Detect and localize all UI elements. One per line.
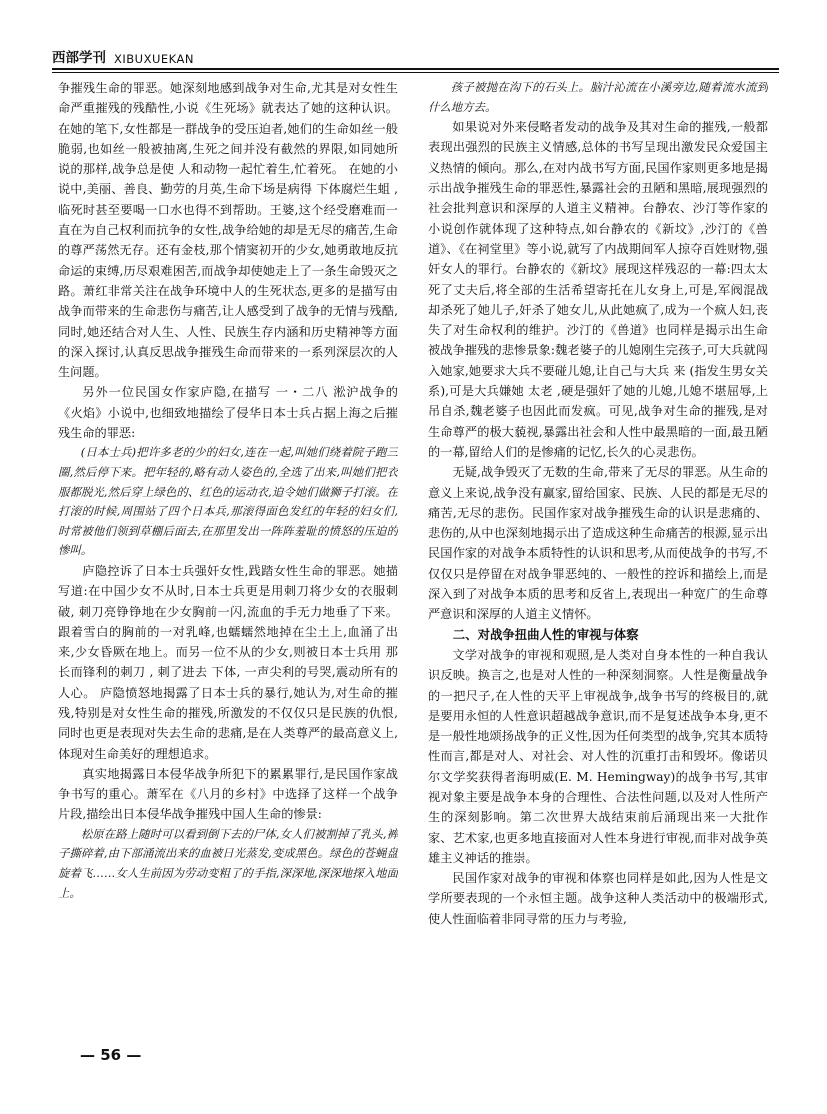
header-rule-thin [52, 72, 779, 73]
block-quote: 松原在路上随时可以看到倒下去的尸体,女人们被割掉了乳头,裤子撕碎着,由下部涌流出来的血被日光蒸发,变成黑色。绿色的苍蝇盘旋着飞……女人生前因为劳动变粗了的手指,深深地,深深地探入地面上。 [58, 826, 398, 900]
block-quote: (日本士兵)把许多老的少的妇女,连在一起,叫她们绕着院子跑三圈,然后停下来。把年轻的,略有动人姿色的,全选了出来,叫她们把衣服都脱光,然后穿上绿色的、红色的运动衣,迫令她们做狮子打滚。在打滚的时候,周围站了四个日本兵,那滚得面色发红的年轻的妇女们,时常被他们领到草棚后面去,在那里发出一阵阵羞耻的愤怒的压迫的惨叫。 [58, 445, 398, 558]
block-quote-continued: 孩子被抛在沟下的石头上。脑汁沁流在小溪旁边,随着流水流到什么地方去。 [428, 80, 768, 114]
header-rule-thick [52, 68, 779, 70]
journal-title: 西部学刊 [52, 50, 106, 66]
running-header [52, 44, 779, 66]
paragraph: 庐隐控诉了日本士兵强奸女性,践踏女性生命的罪恶。她描写道:在中国少女不从时,日本士兵更是用刺刀将少女的衣服刺破, 刺刀亮铮铮地在少女胸前一闪,流血的手无力地垂了下来。跟着雪白的胸前的一对乳峰,也蠕蠕然地掉在尘土上,血涌了出来,少女昏厥在地上。而另一位不从的少女,则被日本士兵用 那长而锋利的刺刀 , 刺了进去 下体, 一声尖利的号哭,震动所有的人心。 庐隐愤怒地揭露了日本士兵的暴行,她认为,对生命的摧残,特别是对女性生命的摧残,所激发的不仅仅只是民族的仇恨,同时也更是表现对失去生命的悲痛,是在人类尊严的最高意义上,体现对生命美好的理想追求。 [58, 563, 398, 761]
paragraph: 无疑,战争毁灭了无数的生命,带来了无尽的罪恶。从生命的意义上来说,战争没有赢家,留给国家、民族、人民的都是无尽的痛苦,无尽的悲伤。民国作家对战争摧残生命的认识是悲痛的、悲伤的,从中也深刻地揭示出了造成这种生命痛苦的根源,显示出民国作家的对战争本质特性的认识和思考,从而使战争的书写,不仅仅只是停留在对战争罪恶纯的、一般性的控诉和描绘上,而是深入到了对战争本质的思考和反省上,表现出一种宽广的生命尊严意识和深厚的人道主义情怀。 [428, 465, 768, 622]
paragraph: 文学对战争的审视和观照,是人类对自身本性的一种自我认识反映。换言之,也是对人性的一种深刻洞察。人性是衡量战争的一把尺子,在人性的天平上审视战争,战争书写的终极目的,就是要用永恒的人性意识超越战争意识,而不是复述战争本身,更不是一般性地颂扬战争的正义性,因为任何类型的战争,究其本质特性而言,都是对人、对社会、对人性的沉重打击和毁坏。像诺贝尔文学奖获得者海明威(E. M. Hemingway)的战争书写,其审视对象主要是战争本身的合理性、合法性问题,以及对人性所产生的深刻影响。第二次世界大战结束前后涌现出来一大批作家、艺术家,也更多地直接面对人性本身进行审视,而非对战争英雄主义神话的推崇。 [428, 647, 768, 865]
right-column [428, 78, 768, 1028]
section-heading: 二、对战争扭曲人性的审视与体察 [452, 626, 639, 642]
paragraph: 争摧残生命的罪恶。她深刻地感到战争对生命,尤其是对女性生命严重摧残的残酷性,小说《生死场》就表达了她的这种认识。在她的笔下,女性都是一群战争的受压迫者,她们的生命如丝一般脆弱,也如丝一般被抽离,生死之间并没有截然的界限,如同她所说的那样,战争总是使 人和动物一起忙着生,忙着死。 在她的小说中,美丽、善良、勤劳的月英,生命下场是病得 下体腐烂生蛆 ,临死时甚至要喝一口水也得不到帮助。王婆,这个经受磨难而一直在为自己权利而抗争的女性,战争给她的却是无尽的痛苦,生命的尊严荡然无存。还有金枝,那个情窦初开的少女,她勇敢地反抗命运的束缚,历尽艰难困苦,而战争却使她走上了一条生命毁灭之路。萧红非常关注在战争环境中人的生死状态,更多的是描写由战争而带来的生命悲伤与痛苦,让人感受到了战争的无情与残酷,同时,她还结合对人生、人性、民族生存内涵和历史精神等方面的深入探讨,认真反思战争摧残生命而带来的一系列深层次的人生问题。 [58, 81, 398, 380]
paragraph: 民国作家对战争的审视和体察也同样是如此,因为人性是文学所要表现的一个永恒主题。战争这种人类活动中的极端形式,使人性面临着非同寻常的压力与考验, [428, 871, 768, 926]
paragraph: 真实地揭露日本侵华战争所犯下的累累罪行,是民国作家战争书写的重心。萧军在《八月的乡村》中选择了这样一个战争片段,描绘出日本侵华战争摧残中国人生命的惨景: [58, 766, 398, 822]
left-column [58, 78, 398, 1028]
page-number: — 56 — [80, 1046, 142, 1064]
paragraph: 另外一位民国女作家庐隐,在描写 一・二八 淞沪战争的《火焰》小说中,也细致地描绘了侵华日本士兵占据上海之后摧残生命的罪恶: [58, 385, 398, 441]
journal-pinyin: XIBUXUEKAN [114, 52, 194, 66]
paragraph: 如果说对外来侵略者发动的战争及其对生命的摧残,一般都表现出强烈的民族主义情感,总体的书写呈现出激发民众爱国主义热情的倾向。那么,在对内战书写方面,民国作家则更多地是揭示出战争摧残生命的罪恶性,暴露社会的丑陋和黑暗,展现强烈的社会批判意识和深厚的人道主义精神。台静农、沙汀等作家的小说创作就体现了这种特点,如台静农的《新坟》,沙汀的《兽道》、《在祠堂里》等小说,就写了内战期间军人掠夺百姓财物,强奸女人的罪行。台静农的《新坟》展现这样残忍的一幕:四太太死了丈夫后,将全部的生活希望寄托在儿女身上,可是,军阀混战却杀死了她儿子,奸杀了她女儿,从此她疯了,成为一个疯人妇,丧失了对生命权利的维护。沙汀的《兽道》也同样是揭示出生命被战争摧残的悲惨景象:魏老婆子的儿媳刚生完孩子,可大兵就闯入她家,她要求大兵不要碰儿媳,让自己与大兵 来 (指发生男女关系),可是大兵嫌她 太老 ,硬是强奸了她的儿媳,儿媳不堪屈辱,上吊自杀,魏老婆子也因此而发疯。可见,战争对生命的摧残,是对生命尊严的极大藐视,暴露出社会和人性中最黑暗的一面,最丑陋的一幕,留给人们的是惨痛的记忆,长久的心灵悲伤。 [428, 120, 768, 459]
